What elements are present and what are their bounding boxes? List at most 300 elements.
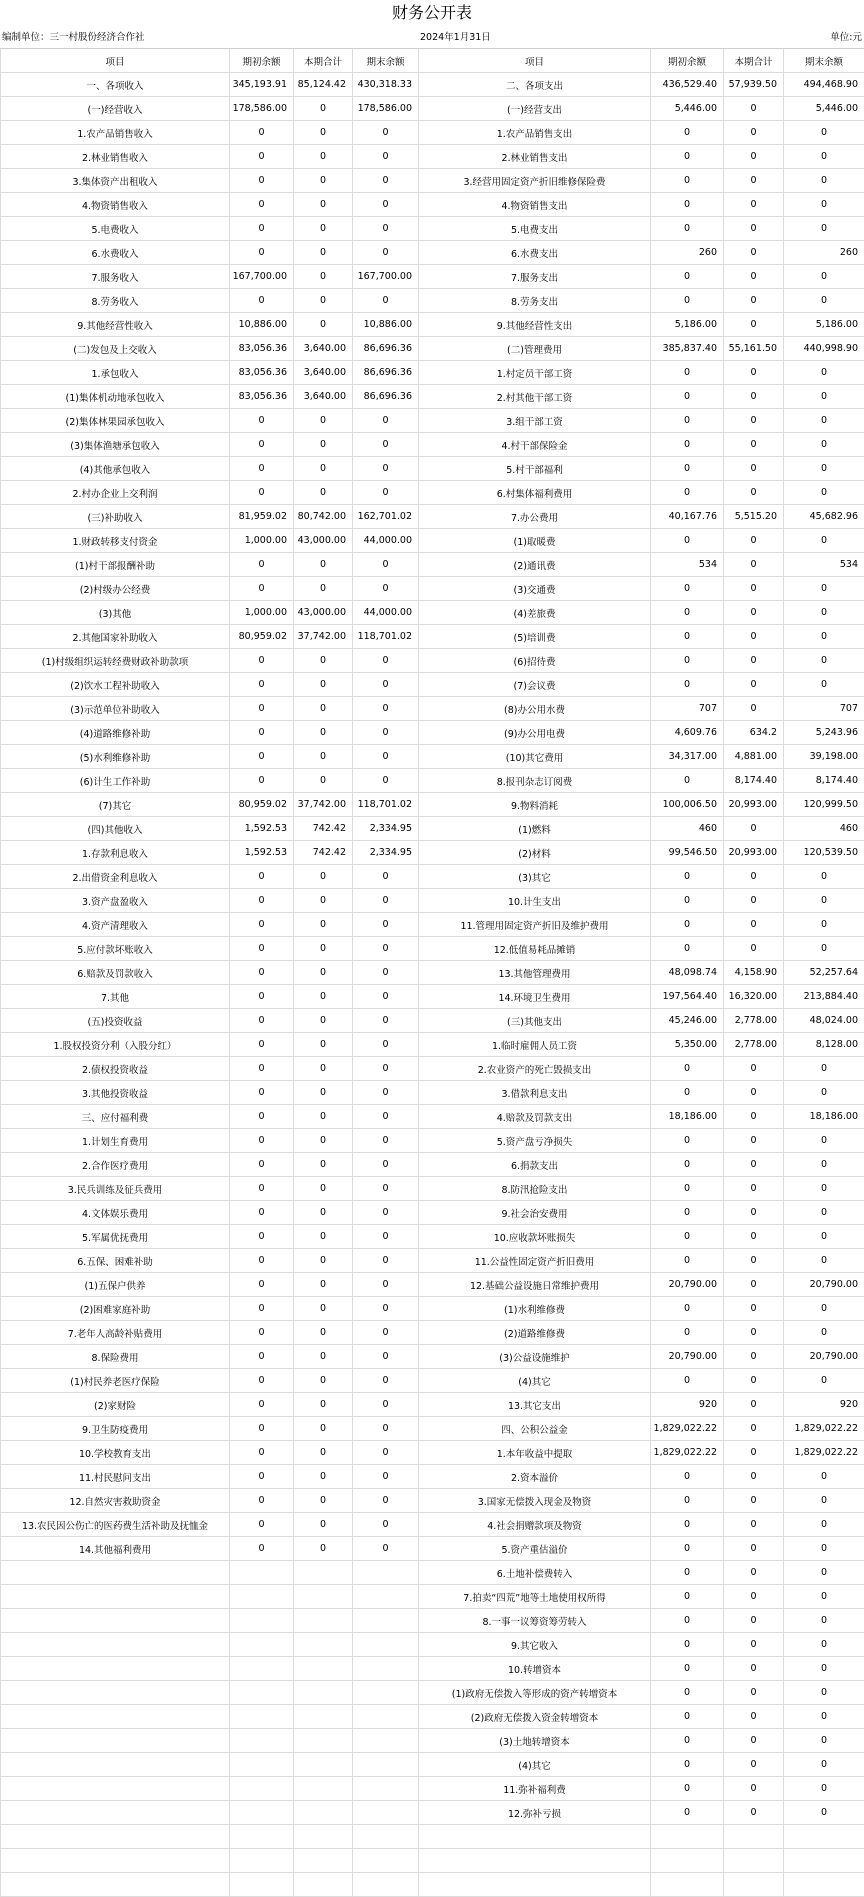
amount-cell: 0 <box>784 1753 864 1777</box>
amount-cell: 0 <box>294 1033 353 1057</box>
amount-cell: 0 <box>651 361 724 385</box>
amount-cell <box>724 1849 784 1873</box>
amount-cell: 440,998.90 <box>784 337 864 361</box>
amount-cell: 0 <box>230 1249 294 1273</box>
amount-cell: 0 <box>784 145 864 169</box>
table-row <box>1 1249 864 1273</box>
table-row <box>1 265 864 289</box>
amount-cell: 0 <box>353 1249 419 1273</box>
amount-cell: 634.2 <box>724 721 784 745</box>
amount-cell: 0 <box>230 1297 294 1321</box>
item-cell: 11.弥补福利费 <box>419 1777 651 1801</box>
amount-cell: 0 <box>294 1129 353 1153</box>
amount-cell: 0 <box>294 169 353 193</box>
amount-cell: 385,837.40 <box>651 337 724 361</box>
item-cell: 7.办公费用 <box>419 505 651 529</box>
table-row <box>1 1801 864 1825</box>
amount-cell: 0 <box>724 433 784 457</box>
amount-cell: 8,128.00 <box>784 1033 864 1057</box>
item-cell: (1)水利维修费 <box>419 1297 651 1321</box>
amount-cell: 0 <box>651 577 724 601</box>
item-cell: 7.其他 <box>1 985 230 1009</box>
amount-cell: 0 <box>784 1657 864 1681</box>
item-cell: 7.服务支出 <box>419 265 651 289</box>
amount-cell: 0 <box>294 1465 353 1489</box>
item-cell: (二)发包及上交收入 <box>1 337 230 361</box>
amount-cell <box>353 1801 419 1825</box>
table-row <box>1 1153 864 1177</box>
amount-cell: 0 <box>724 481 784 505</box>
amount-cell: 0 <box>784 1057 864 1081</box>
table-row <box>1 1345 864 1369</box>
meta-row <box>0 28 864 49</box>
item-cell: 3.集体资产出租收入 <box>1 169 230 193</box>
amount-cell: 0 <box>651 1489 724 1513</box>
amount-cell: 0 <box>651 1729 724 1753</box>
amount-cell <box>294 1705 353 1729</box>
amount-cell: 0 <box>353 121 419 145</box>
amount-cell: 0 <box>353 1465 419 1489</box>
table-row <box>1 433 864 457</box>
amount-cell: 0 <box>353 217 419 241</box>
table-row <box>1 385 864 409</box>
amount-cell: 0 <box>353 913 419 937</box>
item-cell: (6)计生工作补助 <box>1 769 230 793</box>
amount-cell: 0 <box>784 673 864 697</box>
amount-cell: 5,515.20 <box>724 505 784 529</box>
table-row <box>1 145 864 169</box>
amount-cell: 534 <box>651 553 724 577</box>
amount-cell: 0 <box>353 985 419 1009</box>
amount-cell: 0 <box>651 1561 724 1585</box>
item-cell: (2)困难家庭补助 <box>1 1297 230 1321</box>
item-cell: 6.水费收入 <box>1 241 230 265</box>
item-cell: (3)其它 <box>419 865 651 889</box>
amount-cell: 0 <box>294 313 353 337</box>
table-row <box>1 1489 864 1513</box>
amount-cell: 0 <box>230 145 294 169</box>
item-cell: 4.文体娱乐费用 <box>1 1201 230 1225</box>
item-cell: (5)培训费 <box>419 625 651 649</box>
amount-cell: 0 <box>353 457 419 481</box>
amount-cell: 0 <box>651 649 724 673</box>
amount-cell: 20,790.00 <box>651 1273 724 1297</box>
amount-cell: 0 <box>230 1321 294 1345</box>
amount-cell: 37,742.00 <box>294 793 353 817</box>
amount-cell: 0 <box>651 601 724 625</box>
amount-cell: 1,592.53 <box>230 817 294 841</box>
amount-cell: 0 <box>294 97 353 121</box>
item-cell <box>1 1849 230 1873</box>
item-cell: 7.老年人高龄补贴费用 <box>1 1321 230 1345</box>
amount-cell: 0 <box>230 1057 294 1081</box>
table-row <box>1 1561 864 1585</box>
amount-cell: 0 <box>784 1801 864 1825</box>
amount-cell: 0 <box>230 673 294 697</box>
amount-cell: 0 <box>651 1369 724 1393</box>
table-row <box>1 1657 864 1681</box>
item-cell <box>1 1873 230 1897</box>
amount-cell: 3,640.00 <box>294 385 353 409</box>
item-cell <box>1 1777 230 1801</box>
amount-cell: 0 <box>230 1009 294 1033</box>
amount-cell: 44,000.00 <box>353 529 419 553</box>
amount-cell: 48,098.74 <box>651 961 724 985</box>
item-cell <box>1 1657 230 1681</box>
item-cell: 3.资产盘盈收入 <box>1 889 230 913</box>
amount-cell: 0 <box>230 1489 294 1513</box>
item-cell: 3.经营用固定资产折旧维修保险费 <box>419 169 651 193</box>
amount-cell <box>353 1681 419 1705</box>
amount-cell <box>724 1825 784 1849</box>
amount-cell: 742.42 <box>294 841 353 865</box>
amount-cell: 0 <box>784 1225 864 1249</box>
amount-cell: 0 <box>230 937 294 961</box>
amount-cell: 0 <box>651 1657 724 1681</box>
amount-cell: 120,539.50 <box>784 841 864 865</box>
item-cell: 14.其他福利费用 <box>1 1537 230 1561</box>
table-row <box>1 625 864 649</box>
amount-cell: 1,592.53 <box>230 841 294 865</box>
amount-cell: 0 <box>230 1225 294 1249</box>
item-cell: 1.临时雇佣人员工资 <box>419 1033 651 1057</box>
item-cell: 2.农业资产的死亡毁损支出 <box>419 1057 651 1081</box>
amount-cell: 0 <box>230 1393 294 1417</box>
item-cell: (1)五保户供养 <box>1 1273 230 1297</box>
amount-cell: 0 <box>353 1417 419 1441</box>
amount-cell: 0 <box>230 1345 294 1369</box>
amount-cell: 55,161.50 <box>724 337 784 361</box>
amount-cell: 0 <box>294 1393 353 1417</box>
item-cell: 7.拍卖“四荒”地等土地使用权所得 <box>419 1585 651 1609</box>
amount-cell: 0 <box>294 553 353 577</box>
amount-cell: 0 <box>724 1729 784 1753</box>
amount-cell: 37,742.00 <box>294 625 353 649</box>
item-cell: 10.应收款坏账损失 <box>419 1225 651 1249</box>
amount-cell: 0 <box>724 361 784 385</box>
amount-cell: 5,446.00 <box>651 97 724 121</box>
amount-cell: 0 <box>651 1801 724 1825</box>
amount-cell: 0 <box>651 1177 724 1201</box>
amount-cell: 0 <box>651 1753 724 1777</box>
amount-cell <box>353 1657 419 1681</box>
amount-cell <box>230 1561 294 1585</box>
item-cell <box>419 1849 651 1873</box>
amount-cell: 2,334.95 <box>353 841 419 865</box>
amount-cell <box>230 1585 294 1609</box>
item-cell: (1)村级组织运转经费财政补助款项 <box>1 649 230 673</box>
table-row <box>1 889 864 913</box>
amount-cell: 0 <box>784 1609 864 1633</box>
amount-cell: 2,778.00 <box>724 1009 784 1033</box>
amount-cell: 0 <box>784 361 864 385</box>
page-title: 财务公开表 <box>0 0 864 28</box>
item-cell: (4)其它 <box>419 1369 651 1393</box>
amount-cell: 0 <box>230 1081 294 1105</box>
amount-cell: 0 <box>724 1489 784 1513</box>
item-cell: 12.基础公益设施日常维护费用 <box>419 1273 651 1297</box>
amount-cell: 0 <box>294 721 353 745</box>
amount-cell: 0 <box>724 97 784 121</box>
amount-cell: 1,000.00 <box>230 529 294 553</box>
amount-cell: 0 <box>784 937 864 961</box>
amount-cell: 0 <box>294 577 353 601</box>
item-cell: (2)村级办公经费 <box>1 577 230 601</box>
table-row <box>1 1321 864 1345</box>
item-cell <box>1 1801 230 1825</box>
item-cell: 10.计生支出 <box>419 889 651 913</box>
amount-cell: 0 <box>353 697 419 721</box>
amount-cell: 0 <box>784 1465 864 1489</box>
table-row <box>1 1009 864 1033</box>
amount-cell: 0 <box>724 1393 784 1417</box>
amount-cell: 0 <box>294 121 353 145</box>
item-cell: (7)其它 <box>1 793 230 817</box>
item-cell: 5.应付款坏账收入 <box>1 937 230 961</box>
amount-cell: 0 <box>294 865 353 889</box>
amount-cell: 1,829,022.22 <box>784 1441 864 1465</box>
finance-table <box>0 49 864 1897</box>
amount-cell: 0 <box>353 865 419 889</box>
amount-cell: 0 <box>651 1201 724 1225</box>
item-cell: 4.物资销售支出 <box>419 193 651 217</box>
amount-cell: 0 <box>724 553 784 577</box>
amount-cell: 0 <box>230 289 294 313</box>
amount-cell: 4,158.90 <box>724 961 784 985</box>
amount-cell: 0 <box>294 193 353 217</box>
table-row <box>1 337 864 361</box>
amount-cell: 0 <box>651 1633 724 1657</box>
amount-cell: 85,124.42 <box>294 73 353 97</box>
amount-cell: 707 <box>651 697 724 721</box>
amount-cell: 0 <box>230 1273 294 1297</box>
amount-cell <box>230 1657 294 1681</box>
amount-cell: 0 <box>353 1033 419 1057</box>
item-cell: 10.学校教育支出 <box>1 1441 230 1465</box>
amount-cell: 0 <box>724 1633 784 1657</box>
table-row <box>1 121 864 145</box>
amount-cell: 0 <box>724 241 784 265</box>
organization-label: 编制单位：三一村股份经济合作社 <box>2 28 145 48</box>
item-cell: (一)经营收入 <box>1 97 230 121</box>
item-cell: 9.其他经营性支出 <box>419 313 651 337</box>
amount-cell: 0 <box>724 529 784 553</box>
item-cell: (二)管理费用 <box>419 337 651 361</box>
amount-cell: 0 <box>651 1537 724 1561</box>
amount-cell: 0 <box>784 1633 864 1657</box>
amount-cell: 83,056.36 <box>230 361 294 385</box>
item-cell <box>1 1633 230 1657</box>
amount-cell: 0 <box>353 649 419 673</box>
amount-cell: 0 <box>724 1081 784 1105</box>
amount-cell: 0 <box>724 889 784 913</box>
amount-cell: 0 <box>651 1321 724 1345</box>
amount-cell: 0 <box>353 745 419 769</box>
item-cell: (2)饮水工程补助收入 <box>1 673 230 697</box>
item-cell: (3)公益设施维护 <box>419 1345 651 1369</box>
amount-cell: 0 <box>724 169 784 193</box>
amount-cell: 0 <box>230 889 294 913</box>
currency-unit: 单位:元 <box>830 28 862 48</box>
amount-cell: 0 <box>294 961 353 985</box>
amount-cell: 0 <box>651 889 724 913</box>
amount-cell: 0 <box>651 265 724 289</box>
amount-cell: 0 <box>784 625 864 649</box>
amount-cell: 0 <box>724 1105 784 1129</box>
amount-cell: 0 <box>651 193 724 217</box>
amount-cell: 0 <box>784 889 864 913</box>
table-row <box>1 1729 864 1753</box>
amount-cell: 0 <box>651 217 724 241</box>
amount-cell: 43,000.00 <box>294 529 353 553</box>
amount-cell: 0 <box>230 193 294 217</box>
amount-cell: 0 <box>294 937 353 961</box>
item-cell: 4.赔款及罚款支出 <box>419 1105 651 1129</box>
table-row <box>1 1129 864 1153</box>
amount-cell: 0 <box>784 1537 864 1561</box>
column-header: 项目 <box>419 49 651 73</box>
table-row <box>1 1369 864 1393</box>
amount-cell: 20,993.00 <box>724 793 784 817</box>
amount-cell: 0 <box>230 745 294 769</box>
amount-cell: 0 <box>724 265 784 289</box>
item-cell: 2.林业销售收入 <box>1 145 230 169</box>
amount-cell: 0 <box>724 1345 784 1369</box>
amount-cell: 0 <box>294 1009 353 1033</box>
amount-cell: 0 <box>294 1369 353 1393</box>
item-cell: 四、公积公益金 <box>419 1417 651 1441</box>
amount-cell: 0 <box>353 889 419 913</box>
amount-cell: 0 <box>353 1489 419 1513</box>
amount-cell <box>784 1825 864 1849</box>
amount-cell: 0 <box>784 1585 864 1609</box>
amount-cell: 0 <box>724 913 784 937</box>
amount-cell: 0 <box>784 1513 864 1537</box>
item-cell: 5.军属优抚费用 <box>1 1225 230 1249</box>
table-row <box>1 529 864 553</box>
table-row <box>1 937 864 961</box>
item-cell: 3.国家无偿拨入现金及物资 <box>419 1489 651 1513</box>
amount-cell: 0 <box>230 1033 294 1057</box>
item-cell: 14.环境卫生费用 <box>419 985 651 1009</box>
amount-cell: 920 <box>784 1393 864 1417</box>
amount-cell: 1,829,022.22 <box>651 1441 724 1465</box>
amount-cell: 260 <box>651 241 724 265</box>
table-row <box>1 649 864 673</box>
item-cell: (1)集体机动地承包收入 <box>1 385 230 409</box>
amount-cell: 0 <box>353 553 419 577</box>
item-cell: 12.自然灾害救助资金 <box>1 1489 230 1513</box>
item-cell: (4)其它 <box>419 1753 651 1777</box>
item-cell: 8.一事一议筹资筹劳转入 <box>419 1609 651 1633</box>
amount-cell: 0 <box>353 1393 419 1417</box>
table-row <box>1 1513 864 1537</box>
amount-cell <box>230 1609 294 1633</box>
item-cell: (4)差旅费 <box>419 601 651 625</box>
amount-cell: 0 <box>294 241 353 265</box>
amount-cell: 0 <box>784 121 864 145</box>
item-cell: 7.服务收入 <box>1 265 230 289</box>
amount-cell: 0 <box>353 769 419 793</box>
amount-cell: 0 <box>230 553 294 577</box>
item-cell: (3)集体渔塘承包收入 <box>1 433 230 457</box>
amount-cell: 0 <box>230 1129 294 1153</box>
amount-cell: 0 <box>230 409 294 433</box>
table-row <box>1 505 864 529</box>
amount-cell: 0 <box>784 433 864 457</box>
amount-cell: 0 <box>353 409 419 433</box>
amount-cell: 0 <box>651 145 724 169</box>
item-cell: (1)取暖费 <box>419 529 651 553</box>
item-cell: 6.五保、困难补助 <box>1 1249 230 1273</box>
amount-cell: 0 <box>230 1513 294 1537</box>
amount-cell: 0 <box>294 1489 353 1513</box>
amount-cell: 0 <box>784 1369 864 1393</box>
amount-cell: 0 <box>724 121 784 145</box>
item-cell: (五)投资收益 <box>1 1009 230 1033</box>
amount-cell <box>294 1825 353 1849</box>
amount-cell: 0 <box>294 1105 353 1129</box>
amount-cell: 0 <box>784 217 864 241</box>
amount-cell: 0 <box>294 745 353 769</box>
amount-cell: 0 <box>353 1105 419 1129</box>
table-row <box>1 1609 864 1633</box>
amount-cell: 0 <box>724 1441 784 1465</box>
table-row <box>1 73 864 97</box>
amount-cell: 0 <box>784 913 864 937</box>
amount-cell: 0 <box>784 1153 864 1177</box>
amount-cell: 0 <box>353 241 419 265</box>
amount-cell: 0 <box>651 121 724 145</box>
amount-cell <box>294 1681 353 1705</box>
amount-cell: 43,000.00 <box>294 601 353 625</box>
table-row <box>1 1585 864 1609</box>
amount-cell <box>230 1849 294 1873</box>
item-cell: 5.村干部福利 <box>419 457 651 481</box>
amount-cell: 2,778.00 <box>724 1033 784 1057</box>
item-cell: (2)通讯费 <box>419 553 651 577</box>
amount-cell: 0 <box>724 1777 784 1801</box>
amount-cell: 2,334.95 <box>353 817 419 841</box>
amount-cell: 0 <box>784 1489 864 1513</box>
amount-cell: 0 <box>294 1201 353 1225</box>
amount-cell: 460 <box>651 817 724 841</box>
amount-cell: 0 <box>651 1225 724 1249</box>
item-cell: 1.存款利息收入 <box>1 841 230 865</box>
amount-cell <box>294 1777 353 1801</box>
item-cell: 6.水费支出 <box>419 241 651 265</box>
item-cell: 5.资产盘亏净损失 <box>419 1129 651 1153</box>
table-row <box>1 1081 864 1105</box>
amount-cell <box>651 1849 724 1873</box>
amount-cell: 213,884.40 <box>784 985 864 1009</box>
table-row <box>1 553 864 577</box>
item-cell: 2.村其他干部工资 <box>419 385 651 409</box>
amount-cell: 45,246.00 <box>651 1009 724 1033</box>
amount-cell: 0 <box>724 1753 784 1777</box>
amount-cell: 57,939.50 <box>724 73 784 97</box>
amount-cell: 0 <box>784 457 864 481</box>
amount-cell: 0 <box>651 1777 724 1801</box>
amount-cell: 178,586.00 <box>353 97 419 121</box>
amount-cell: 0 <box>230 1441 294 1465</box>
amount-cell: 0 <box>230 1201 294 1225</box>
amount-cell: 20,790.00 <box>651 1345 724 1369</box>
header-row <box>1 49 864 73</box>
item-cell: 5.资产重估溢价 <box>419 1537 651 1561</box>
item-cell: 5.电费支出 <box>419 217 651 241</box>
amount-cell: 0 <box>651 529 724 553</box>
